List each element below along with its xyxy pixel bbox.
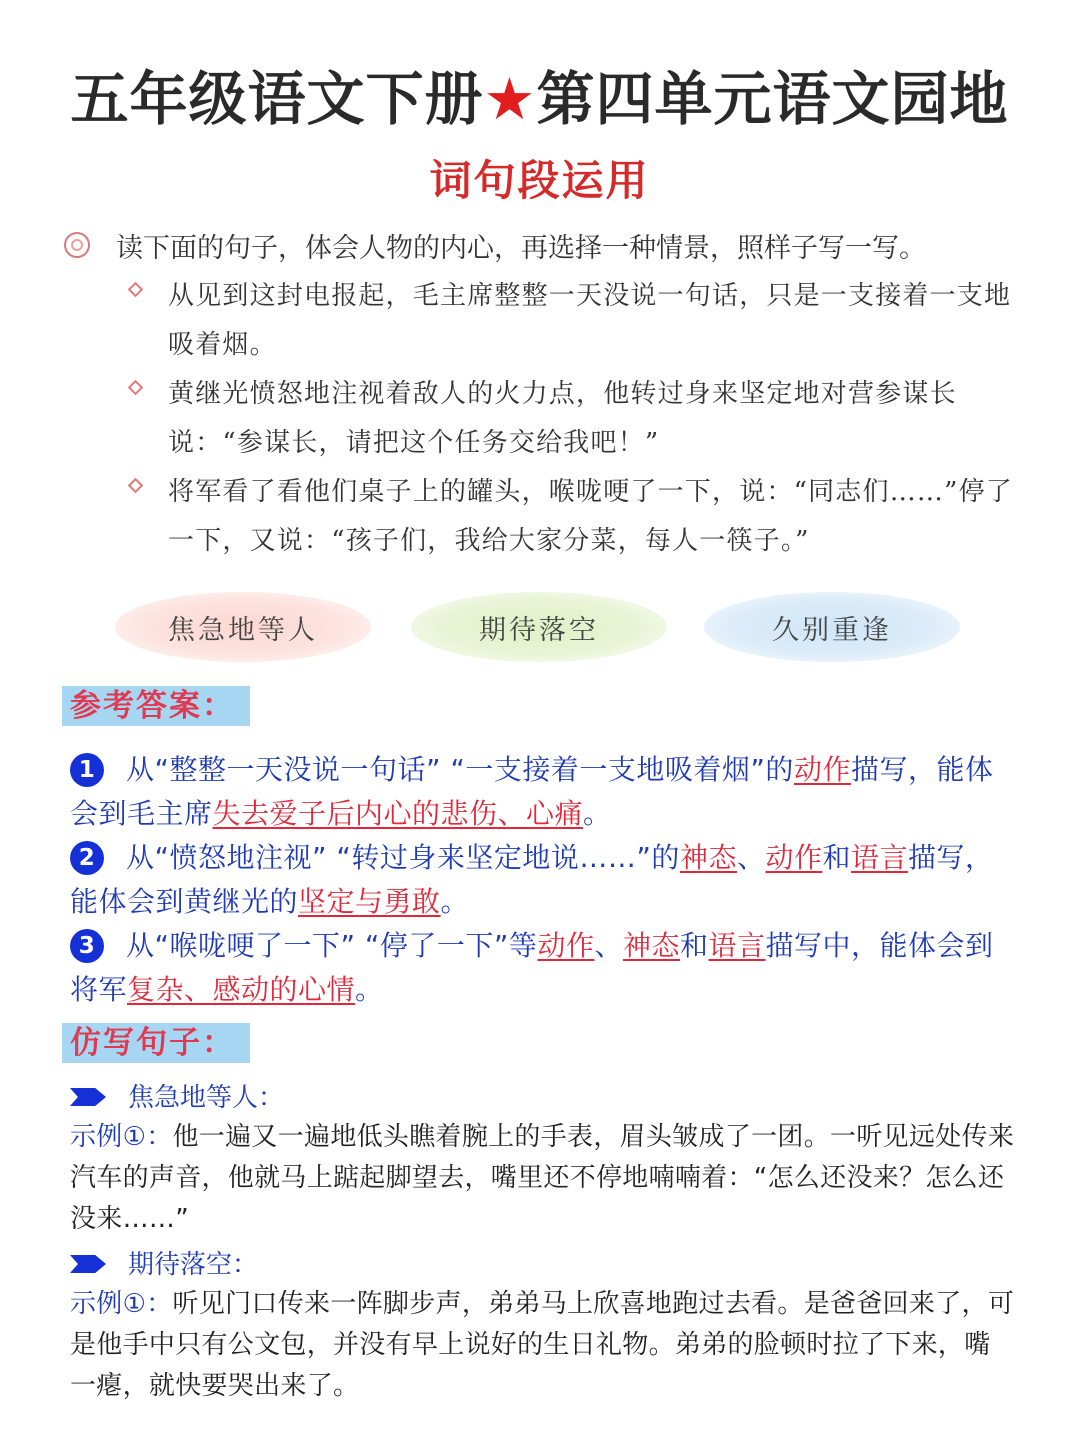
page-title	[0, 52, 1079, 136]
answer-keyword: 动作	[793, 753, 851, 786]
sentence-text: 将军看了看他们桌子上的罐头，喉咙哽了一下，说：“同志们……”停了一下，又说：“孩子们，我给大家分菜，每人一筷子。”	[168, 477, 1013, 556]
answer-keyword: 语言	[708, 929, 766, 962]
example-label: 示例①：	[70, 1122, 173, 1152]
answer-item-1	[70, 748, 1010, 836]
scenario-tag-disappointed: 期待落空	[411, 592, 667, 662]
example-sentence-2	[130, 370, 1020, 468]
answer-item-3	[70, 924, 1010, 1012]
answer-text: 和	[679, 929, 709, 962]
answer-text: 。	[583, 797, 612, 830]
answer-keyword: 动作	[537, 929, 595, 962]
number-3-icon: 3	[70, 929, 104, 963]
answer-text: 从“整整一天没说一句话” “一支接着一支地吸着烟”的	[126, 753, 794, 786]
scenario-tag-reunion: 久别重逢	[704, 592, 960, 662]
question-marker-icon	[64, 232, 90, 258]
example-label: 示例①：	[70, 1289, 173, 1319]
answer-keyword: 动作	[765, 841, 823, 874]
answer-text: 、	[594, 929, 623, 962]
answer-item-2	[70, 836, 1010, 924]
answer-keyword: 神态	[622, 929, 680, 962]
example-sentence-3	[130, 468, 1020, 566]
answer-text: 描写，能体会到黄继光的	[70, 841, 994, 918]
answer-keyword: 坚定与勇敢	[298, 885, 441, 918]
example-sentence-1	[130, 272, 1020, 370]
title-left: 五年级语文下册	[70, 65, 484, 133]
imitation-title-text: 期待落空：	[128, 1250, 259, 1280]
imitation-example-2	[70, 1284, 1015, 1407]
imitation-title-2	[70, 1244, 258, 1281]
answer-text: 从“愤怒地注视” “转过身来坚定地说……”的	[126, 841, 680, 874]
answer-text: 、	[736, 841, 766, 874]
question-prompt: 读下面的句子，体会人物的内心，再选择一种情景，照样子写一写。	[116, 233, 926, 264]
answer-keyword: 失去爱子后内心的悲伤、心痛	[212, 797, 584, 830]
answer-text: 描写中，能体会到将军	[70, 929, 994, 1006]
number-2-icon: 2	[70, 841, 104, 875]
imitation-title-1	[70, 1077, 284, 1114]
answer-text: 从“喉咙哽了一下” “停了一下”等	[126, 929, 538, 962]
imitation-heading: 仿写句子：	[62, 1023, 250, 1063]
answer-text: 。	[440, 885, 470, 918]
page-subtitle: 词句段运用	[429, 156, 650, 205]
imitation-title-text: 焦急地等人：	[128, 1083, 285, 1113]
number-1-icon: 1	[70, 753, 104, 787]
arrow-right-icon	[70, 1255, 106, 1273]
answer-keyword: 复杂、感动的心情	[127, 973, 356, 1006]
answer-text: 和	[822, 841, 851, 874]
title-right: 第四单元语文园地	[536, 65, 1009, 133]
example-text: 听见门口传来一阵脚步声，弟弟马上欣喜地跑过去看。是爸爸回来了，可是他手中只有公文包，并没有早上说好的生日礼物。弟弟的脸顿时拉了下来，嘴一瘪，就快要哭出来了。	[70, 1289, 1015, 1401]
sentence-text: 黄继光愤怒地注视着敌人的火力点，他转过身来坚定地对营参谋长说：“参谋长，请把这个任务交给我吧！”	[168, 379, 957, 458]
diamond-bullet-icon	[128, 478, 144, 494]
answers-heading: 参考答案：	[62, 686, 250, 726]
answer-keyword: 神态	[679, 841, 737, 874]
answer-keyword: 语言	[851, 841, 909, 874]
diamond-bullet-icon	[128, 380, 144, 396]
sentence-text: 从见到这封电报起，毛主席整整一天没说一句话，只是一支接着一支地吸着烟。	[168, 281, 1012, 360]
arrow-right-icon	[70, 1088, 106, 1106]
example-text: 他一遍又一遍地低头瞧着腕上的手表，眉头皱成了一团。一听见远处传来汽车的声音，他就马上踮起脚望去，嘴里还不停地喃喃着：“怎么还没来？怎么还没来……”	[70, 1122, 1015, 1234]
diamond-bullet-icon	[128, 282, 144, 298]
scenario-tag-waiting: 焦急地等人	[115, 592, 371, 662]
answer-text: 。	[355, 973, 384, 1006]
imitation-example-1	[70, 1117, 1015, 1240]
star-icon: ★	[483, 65, 537, 133]
answer-text: 描写，能体会到毛主席	[70, 753, 994, 830]
